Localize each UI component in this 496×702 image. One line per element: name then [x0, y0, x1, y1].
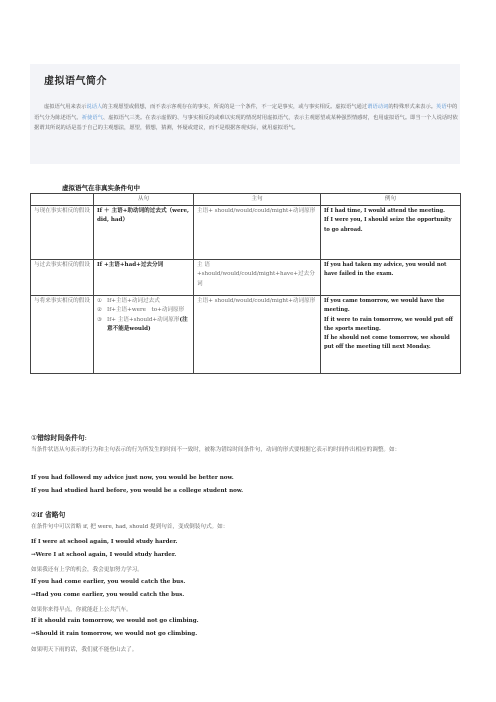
table-header-clause: 从句	[94, 194, 194, 206]
intro-text-1: 虚拟语气用来表示	[44, 104, 87, 110]
example-line: If it were to rain tomorrow, we would put off the sports meeting.	[324, 316, 453, 332]
link-speaker[interactable]: 说话人	[86, 104, 103, 110]
clause-item: ③ If+ 主语+should+动词原形(注意不能是would)	[97, 316, 188, 332]
translation-line: 如果我还有上学的机会，我会更加努力学习。	[31, 567, 143, 574]
translation-line: 如果你来得早点，你就能赶上公共汽车。	[31, 607, 132, 613]
table-header-blank	[31, 194, 94, 206]
row-main: 主语+ should/would/could/might+动词原形	[194, 206, 321, 260]
row-clause: If +主语+had+过去分词	[94, 260, 194, 296]
row-type: 与过去事实相反的假设	[31, 260, 94, 296]
row-examples	[321, 296, 461, 374]
row-examples	[321, 260, 461, 296]
section1-body: 当条件状语从句表示的行为和主句表示的行为所发生的时间不一致时，被称为错综时间条件句，动词的形式要根据它表示的时间作出相应的调整。如：	[31, 447, 401, 453]
link-imperative-mood[interactable]: 祈使语气	[81, 114, 103, 121]
section2-heading: ②if 省略句	[31, 511, 66, 519]
page-title: 虚拟语气简介	[44, 76, 107, 87]
table-row	[31, 296, 461, 374]
row-type: 与现在事实相反的假设	[31, 206, 94, 260]
example-line: If I were you, I should seize the opportunity to go abroad.	[324, 217, 452, 233]
row-type: 与将来事实相反的假设	[31, 296, 94, 374]
row-main: 主语+ should/would/could/might+动词原形	[194, 296, 321, 374]
example-line: If I were at school again, I would study harder.	[31, 539, 178, 545]
intro-text-4: 中的语气分为陈述语气、	[34, 104, 458, 121]
link-predicate-verb[interactable]: 谓语动词	[367, 104, 389, 110]
section2-body: 在条件句中可以省略 if, 把 were, had, should 提到句首，变成倒装句式。如：	[31, 524, 229, 530]
example-line: →Were I at school again, I would study harder.	[31, 552, 177, 559]
table-header-example: 例句	[321, 194, 461, 206]
example-line: If it should rain tomorrow, we would not go climbing.	[31, 618, 199, 625]
table-header-row	[31, 194, 461, 206]
table-header-main: 主句	[194, 194, 321, 206]
section1-example: If you had studied hard before, you would be a college student now.	[31, 488, 244, 494]
table-row	[31, 206, 461, 260]
example-line: →Had you come earlier, you would catch the bus.	[31, 591, 185, 598]
example-line: If he should not come tomorrow, we should put off the meeting till next Monday.	[324, 335, 450, 351]
link-english[interactable]: 英语	[436, 104, 447, 110]
clause-item: ① If+主语+动词过去式	[97, 298, 160, 305]
conditional-table	[30, 193, 461, 374]
table-title: 虚拟语气在非真实条件句中	[62, 184, 140, 192]
row-clause	[94, 296, 194, 374]
section1-example: If you had followed my advice just now, you would be better now.	[31, 475, 234, 481]
intro-text-2: 的主观愿望或假想，而不表示客观存在的事实，所说的是一个条件，不一定是事实，或与事实相反。虚拟语气通过	[102, 104, 368, 110]
translation-line: 如果明天下雨的话，我们就不能登山去了。	[31, 646, 138, 653]
intro-text-5: 、虚拟语气三类。在表示虚假的、与事实相反的或难以实现的情况时用虚拟语气，表示主观愿望或某种强烈情感时，也用虚拟语气。即当一个人说话时依据谓其所说的话是基于自己的主观想法，愿望，假想，猜测，怀疑或建议，而不是根据客观实际，就用虚拟语气。	[34, 114, 458, 131]
row-clause: If ＋ 主语+助动词的过去式（were, did, had）	[94, 206, 194, 260]
row-main: 主 语 +should/would/could/might+have+过去分词	[194, 260, 321, 296]
clause-list	[97, 297, 190, 334]
example-line: If I had time, I would attend the meeting.	[324, 208, 445, 215]
table-row	[31, 260, 461, 296]
example-line: →Should it rain tomorrow, we would not go climbing.	[31, 631, 198, 638]
clause-item: ② If+主语+were to+动词原形	[97, 307, 185, 314]
example-line: If you came tomorrow, we would have the meeting.	[324, 298, 445, 314]
intro-text-3: 的特殊形式来表示。	[388, 104, 437, 110]
example-line: If you had taken my advice, you would not have failed in the exam.	[324, 262, 447, 278]
section1-heading: ①错综时间条件句:	[31, 434, 87, 442]
example-line: If you had come earlier, you would catch the bus.	[31, 578, 186, 585]
intro-paragraph	[34, 102, 458, 134]
clause-note: (注意不能是would)	[107, 316, 188, 332]
row-examples	[321, 206, 461, 260]
